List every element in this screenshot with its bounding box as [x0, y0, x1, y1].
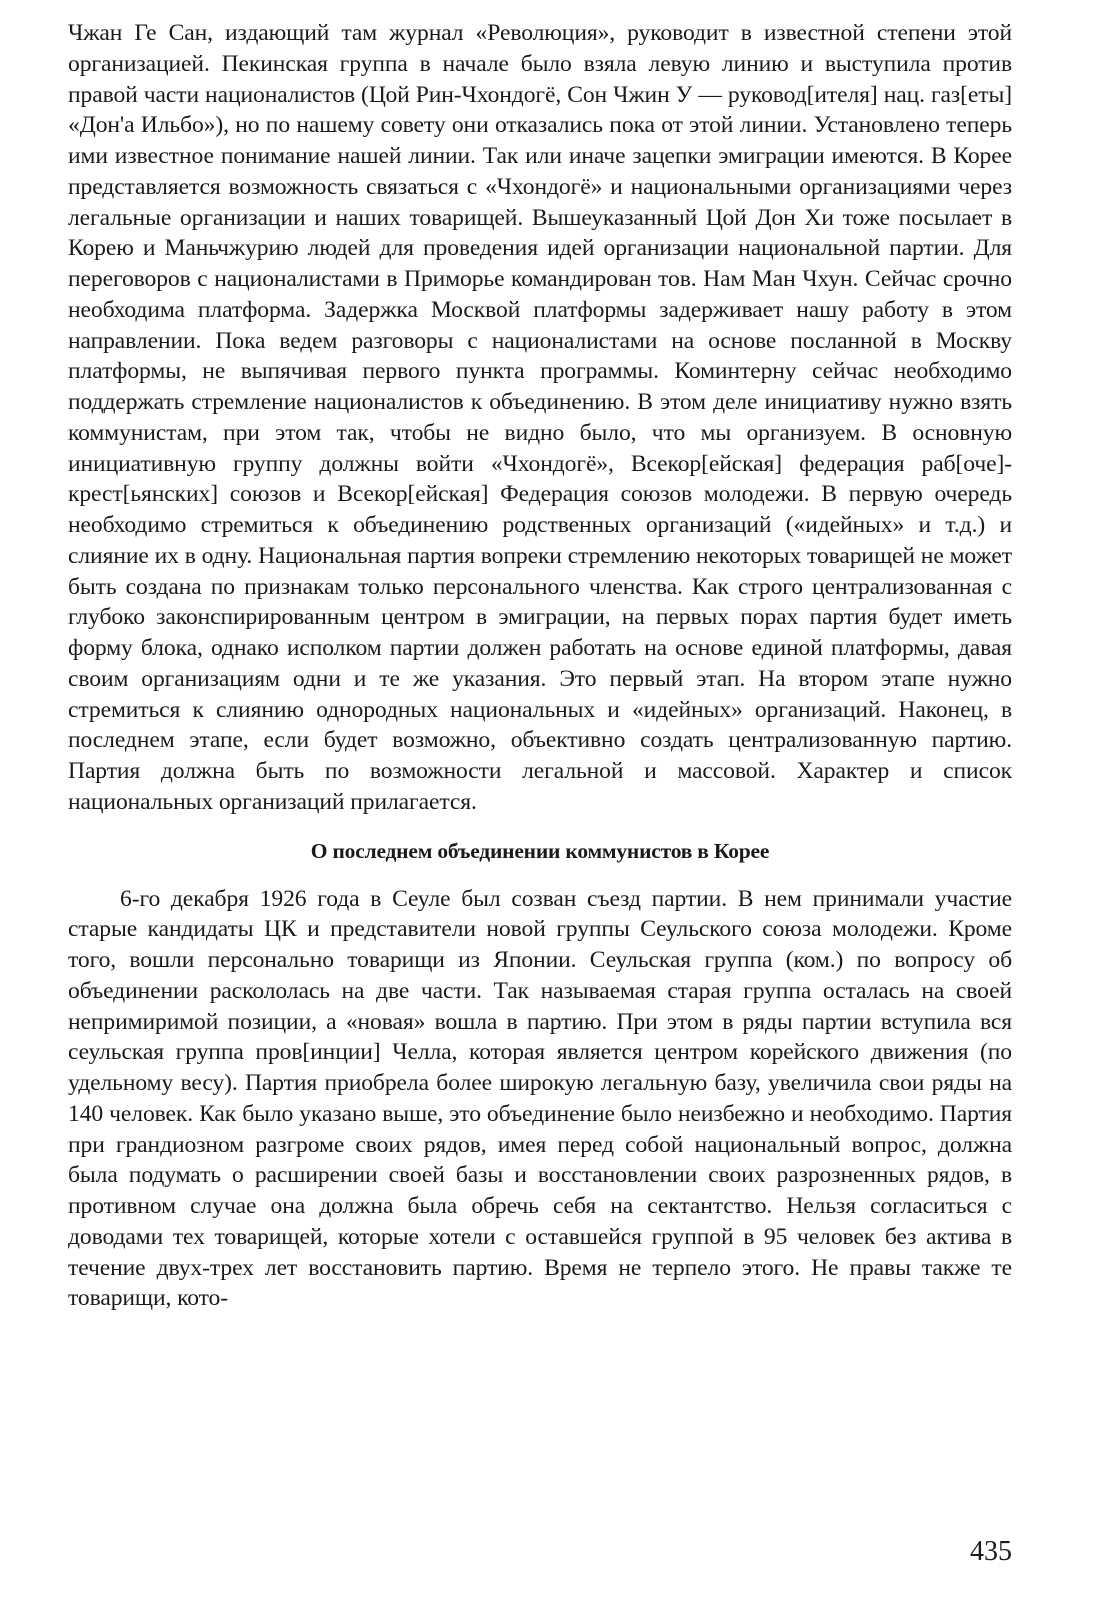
section-paragraph: 6-го декабря 1926 года в Сеуле был созван съезд партии. В нем принимали участие старые кандидаты ЦК и представители новой группы Сеульского союза молодежи. Кроме того, вошли персонально товарищи из Японии. Сеульская группа (ком.) по вопросу об объединении раскололась на две части. Так называемая старая группа осталась на своей непримиримой позиции, а «новая» вошла в партию. При этом в ряды партии вступила вся сеульская группа пров[инции] Челла, которая является центром корейского движения (по удельному весу). Партия приобрела более широкую легальную базу, увеличила свои ряды на 140 человек. Как было указано выше, это объединение было неизбежно и необходимо. Партия при грандиозном разгроме своих рядов, имея перед собой национальный вопрос, должна была подумать о расширении своей базы и восстановлении своих разрозненных рядов, в противном случае она должна была обречь себя на сектантство. Нельзя согласиться с доводами тех товарищей, которые хотели с оставшейся группой в 95 человек без актива в течение двух-трех лет восстановить партию. Время не терпело этого. Не правы также те товарищи, кото- — [68, 885, 1012, 1312]
paragraph-continuation: Чжан Ге Сан, издающий там журнал «Революция», руководит в известной степени этой организацией. Пекинская группа в начале было взяла левую линию и выступила против правой части националистов (Цой Рин-Чхондогё, Сон Чжин У — руковод[ителя] нац. газ[еты] «Дон'а Ильбо»), но по нашему совету они отказались пока от этой линии. Установлено теперь ими известное понимание нашей линии. Так или иначе зацепки эмиграции имеются. В Корее представляется возможность связаться с «Чхондогё» и национальными организациями через легальные организации и наших товарищей. Вышеуказанный Цой Дон Хи тоже посылает в Корею и Маньчжурию людей для проведения идей организации национальной партии. Для переговоров с националистами в Приморье командирован тов. Нам Ман Чхун. Сейчас срочно необходима платформа. Задержка Москвой платформы задерживает нашу работу в этом направлении. Пока ведем разговоры с националистами на основе посланной в Москву платформы, не выпячивая первого пункта программы. Коминтерну сейчас необходимо поддержать стремление националистов к объединению. В этом деле инициативу нужно взять коммунистам, при этом так, чтобы не видно было, что мы организуем. В основную инициативную группу должны войти «Чхондогё», Всекор[ейская] федерация раб[оче]-крест[ьянских] союзов и Всекор[ейская] Федерация союзов молодежи. В первую очередь необходимо стремиться к объединению родственных организаций («идейных» и т.д.) и слияние их в одну. Национальная партия вопреки стремлению некоторых товарищей не может быть создана по признакам только персонального членства. Как строго централизованная с глубоко законспирированным центром в эмиграции, на первых порах партия будет иметь форму блока, однако исполком партии должен работать на основе единой платформы, давая своим организациям одни и те же указания. Это первый этап. На втором этапе нужно стремиться к слиянию однородных национальных и «идейных» организаций. Наконец, в последнем этапе, если будет возможно, объективно создать централизованную партию. Партия должна быть по возможности легальной и массовой. Характер и список национальных организаций прилагается. — [68, 20, 1012, 815]
document-page — [68, 18, 1012, 1314]
section-heading: О последнем объединении коммунистов в Корее — [310, 838, 770, 863]
page-number: 435 — [970, 1536, 1012, 1567]
